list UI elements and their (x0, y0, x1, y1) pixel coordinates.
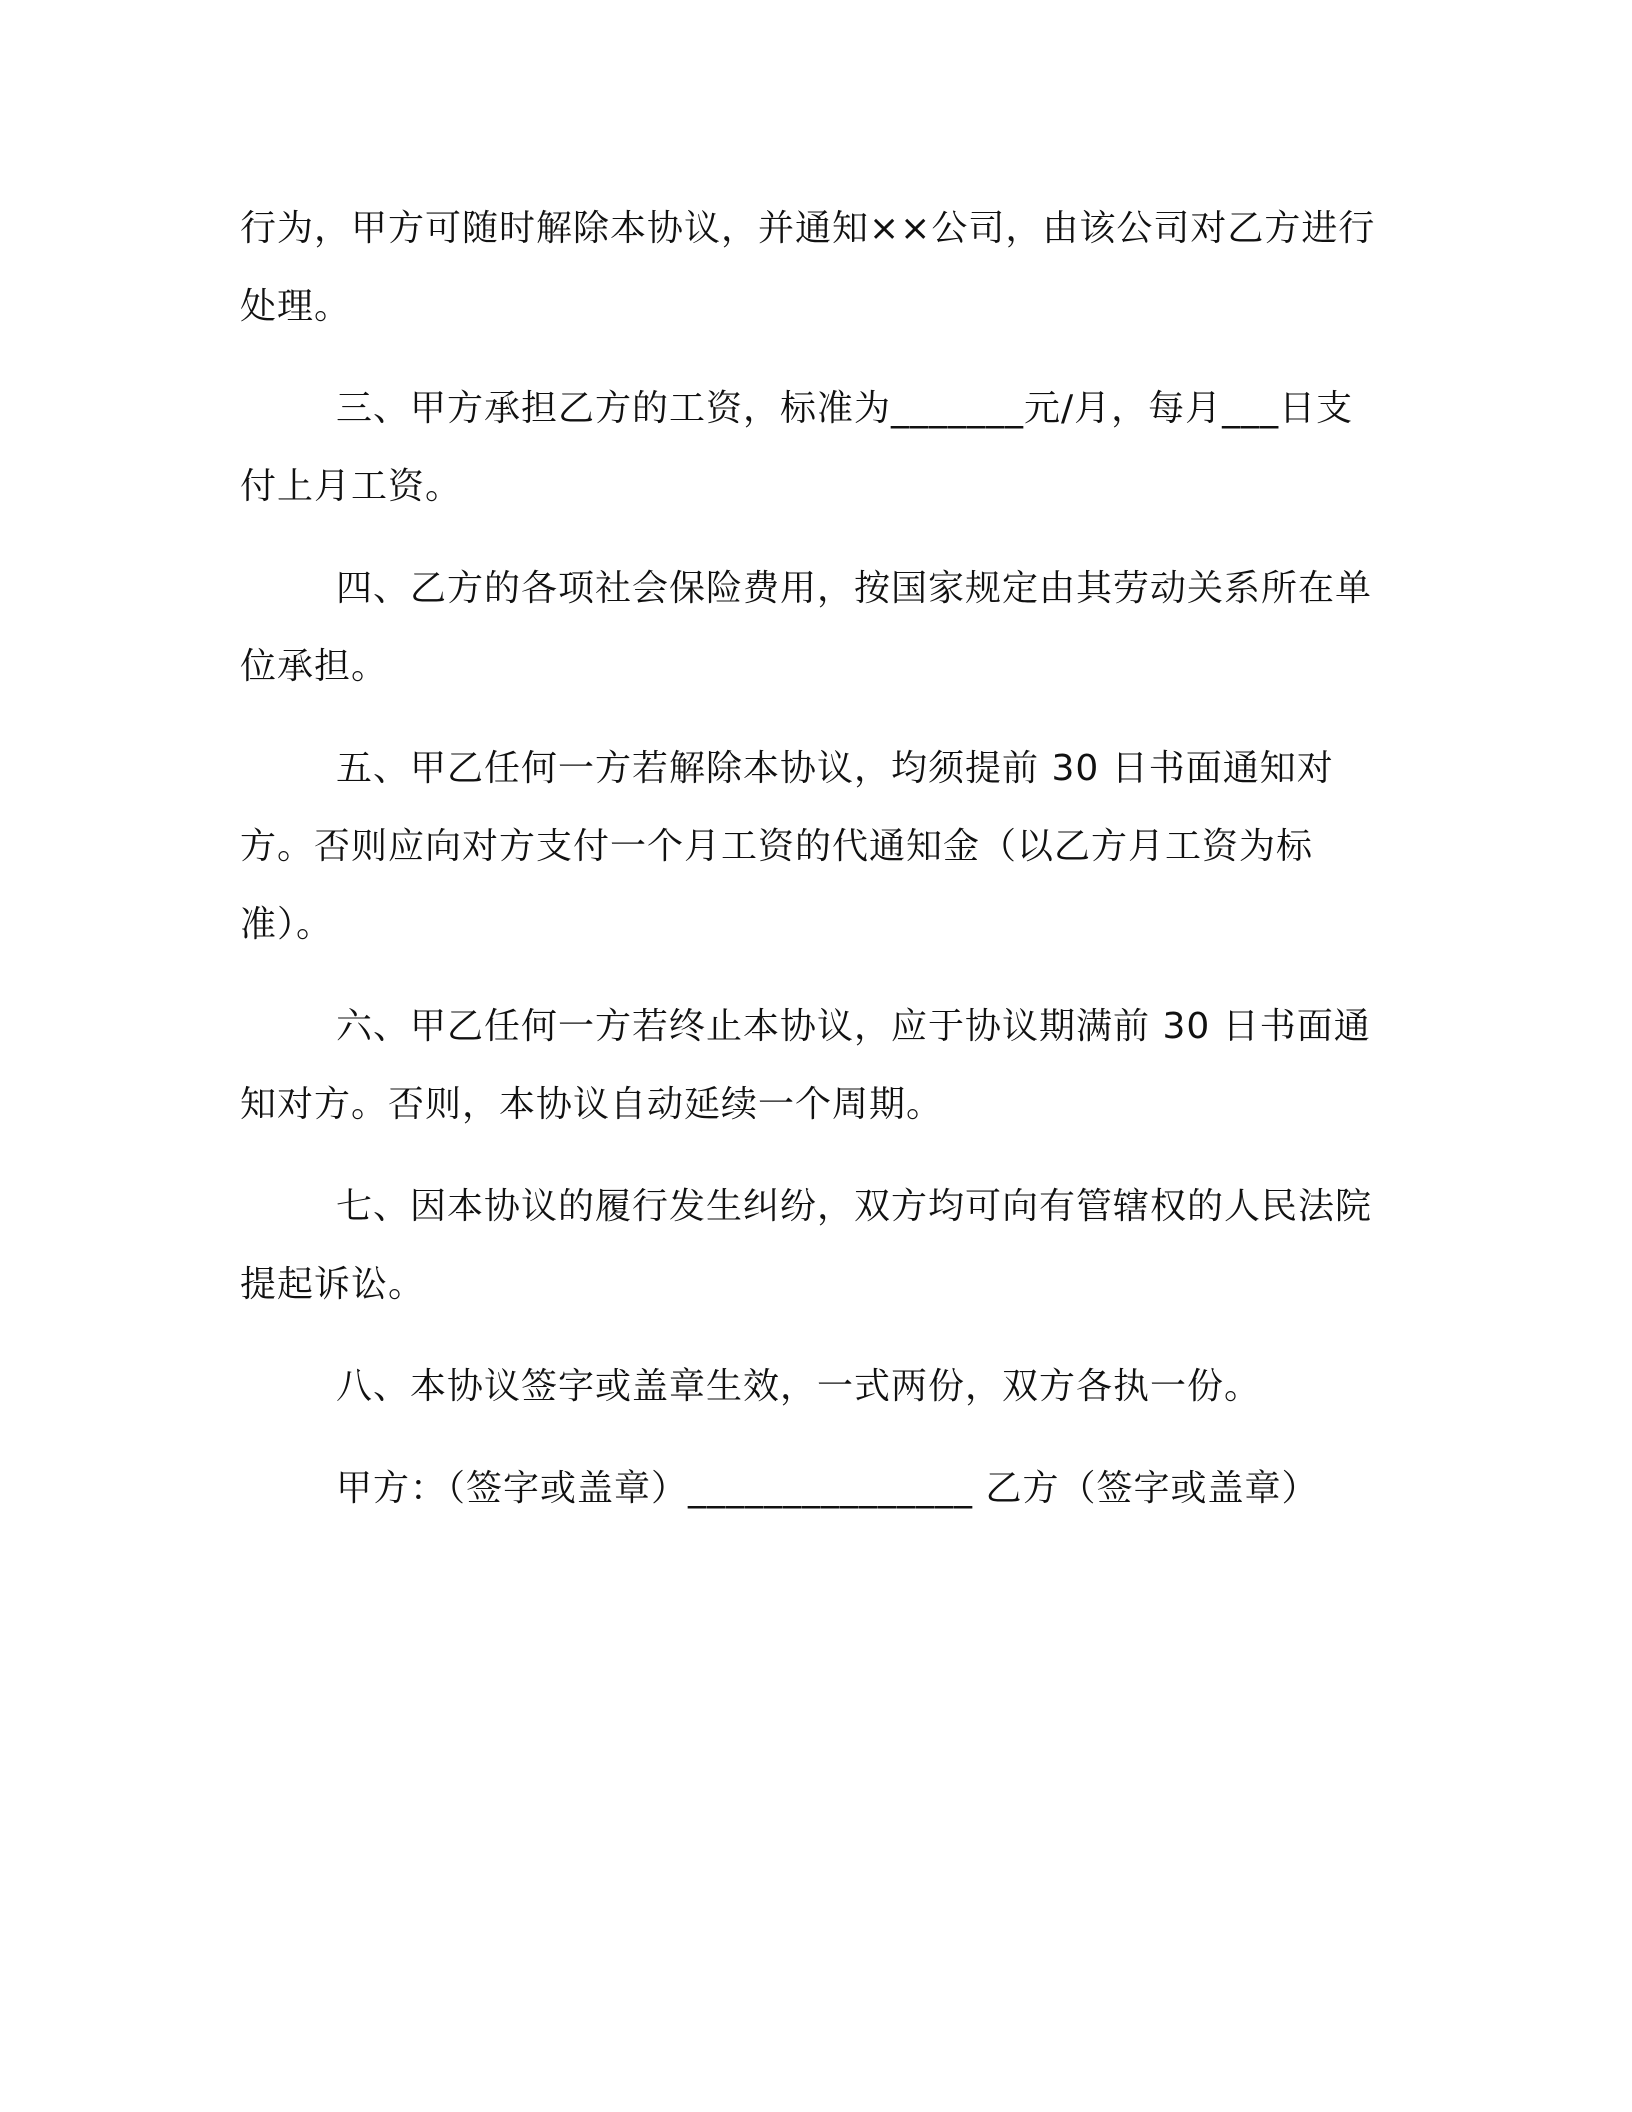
signature-line: 甲方：（签字或盖章）_______________ 乙方（签字或盖章） (336, 1468, 1319, 1509)
clause-8-effectiveness: 八、本协议签字或盖章生效，一式两份，双方各执一份。 (336, 1366, 1262, 1407)
clause-7-disputes: 七、因本协议的履行发生纠纷，双方均可向有管辖权的人民法院提起诉讼。 (240, 1186, 1373, 1305)
clause-4-social-insurance: 四、乙方的各项社会保险费用，按国家规定由其劳动关系所在单位承担。 (240, 568, 1373, 687)
document-body (240, 190, 1378, 1528)
clause-6-expiry-notice: 六、甲乙任何一方若终止本协议，应于协议期满前 30 日书面通知对方。否则，本协议自动延续一个周期。 (240, 1006, 1371, 1125)
clause-5-termination-notice: 五、甲乙任何一方若解除本协议，均须提前 30 日书面通知对方。否则应向对方支付一个月工资的代通知金（以乙方月工资为标准）。 (240, 748, 1334, 945)
paragraph-continuation: 行为，甲方可随时解除本协议，并通知××公司，由该公司对乙方进行处理。 (240, 208, 1376, 327)
clause-3-salary: 三、甲方承担乙方的工资，标准为_______元/月，每月___日支付上月工资。 (240, 388, 1354, 507)
